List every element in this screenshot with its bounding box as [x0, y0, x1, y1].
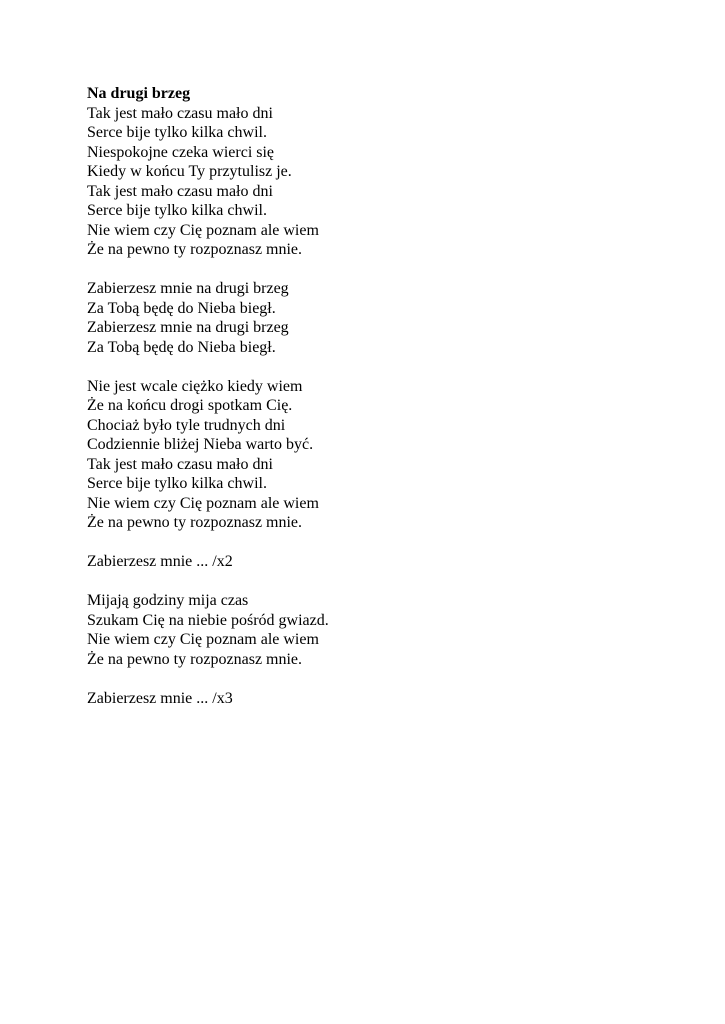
lyric-line: Mijają godziny mija czas: [87, 592, 249, 609]
lyric-line: Zabierzesz mnie ... /x2: [87, 553, 233, 570]
stanza: [87, 689, 687, 709]
stanza: [87, 377, 687, 533]
lyric-line: Zabierzesz mnie na drugi brzeg: [87, 280, 289, 297]
lyric-line: Niespokojne czeka wierci się: [87, 143, 275, 161]
lyric-line: Serce bije tylko kilka chwil.: [87, 202, 267, 219]
lyric-line: Tak jest mało czasu mało dni: [87, 104, 273, 122]
lyric-line: Serce bije tylko kilka chwil.: [87, 124, 267, 141]
lyric-line: Że na pewno ty rozpoznasz mnie.: [87, 650, 303, 668]
lyric-line: Że na pewno ty rozpoznasz mnie.: [87, 241, 303, 258]
lyric-line: Kiedy w końcu Ty przytulisz je.: [87, 163, 292, 180]
lyric-line: Że na pewno ty rozpoznasz mnie.: [87, 514, 303, 531]
lyric-line: Codziennie bliżej Nieba warto być.: [87, 436, 314, 453]
lyric-line: Tak jest mało czasu mało dni: [87, 182, 273, 200]
lyric-line: Zabierzesz mnie ... /x3: [87, 689, 233, 707]
document-title: Na drugi brzeg: [87, 85, 191, 102]
stanza: [87, 279, 687, 357]
lyric-line: Za Tobą będę do Nieba biegł.: [87, 338, 276, 356]
lyric-line: Nie wiem czy Cię poznam ale wiem: [87, 631, 319, 648]
lyric-line: Tak jest mało czasu mało dni: [87, 455, 273, 473]
lyric-line: Za Tobą będę do Nieba biegł.: [87, 299, 276, 317]
lyric-line: Zabierzesz mnie na drugi brzeg: [87, 319, 289, 336]
stanza: [87, 591, 687, 669]
lyric-line: Chociaż było tyle trudnych dni: [87, 416, 286, 434]
lyric-line: Nie wiem czy Cię poznam ale wiem: [87, 494, 319, 512]
document-page: [87, 84, 687, 728]
lyric-line: Że na końcu drogi spotkam Cię.: [87, 397, 293, 414]
stanza: [87, 552, 687, 572]
stanza: [87, 104, 687, 260]
lyric-line: Nie wiem czy Cię poznam ale wiem: [87, 221, 319, 239]
lyric-line: Serce bije tylko kilka chwil.: [87, 475, 267, 492]
lyric-line: Szukam Cię na niebie pośród gwiazd.: [87, 611, 329, 629]
lyric-line: Nie jest wcale ciężko kiedy wiem: [87, 377, 303, 395]
lyrics-body: [87, 104, 687, 709]
